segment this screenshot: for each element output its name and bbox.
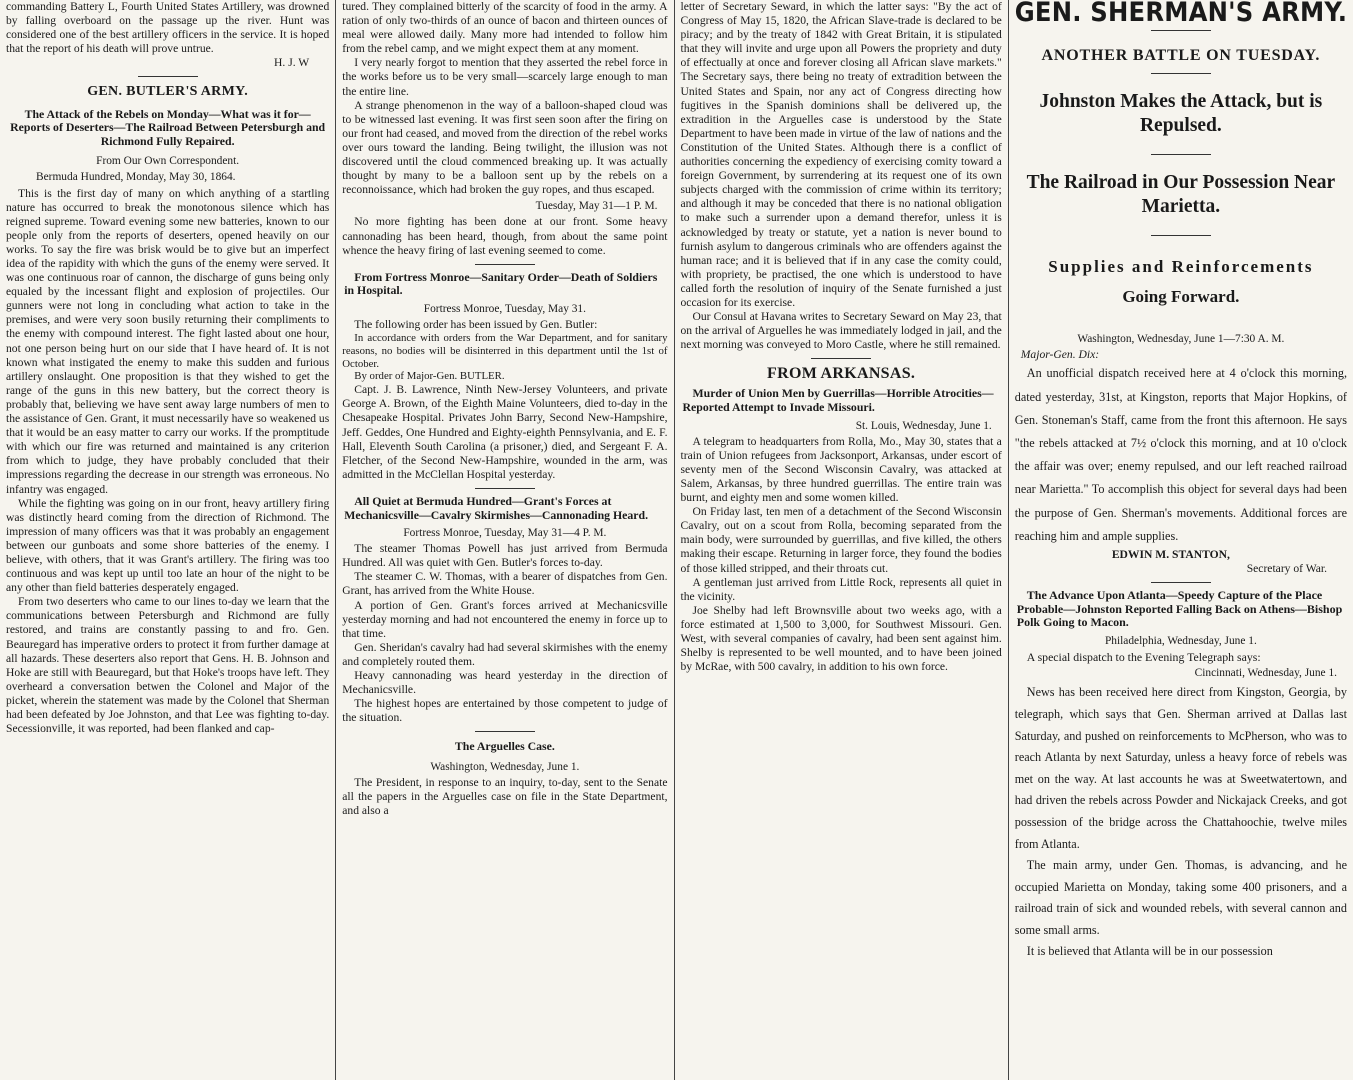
divider — [1151, 30, 1211, 31]
subhead-all-quiet: All Quiet at Bermuda Hundred—Grant's Forces at Mechanicsville—Cavalry Skirmishes—Cannonading Heard. — [344, 493, 649, 522]
headline-sherman: GEN. SHERMAN'S ARMY. — [1014, 0, 1348, 28]
salutation: Major-Gen. Dix: — [1020, 348, 1100, 362]
paragraph: From two deserters who came to our lines to-day we learn that the communications between Petersburgh and Richmond are fully restored, and trains are constantly passing to and fro. Gen. Beauregard has imperative orders to protect it from further damage at all hazards. These deserters also report that Gens. H. B. Johnson and Hoke are still with Beauregard, but that Hoke's troops have left. They overheard a conversation betwen the Colonel and Major of the picket, wherein the statement was made by the Colonel that Sherman had been defeated by Joe Johnston, and that Lee was fighting to-day. Secessionville, it was reported, had been flanked and cap- — [6, 595, 330, 736]
dateline-st-louis: St. Louis, Wednesday, June 1. — [855, 419, 992, 432]
dateline-tuesday: Tuesday, May 31—1 P. M. — [535, 200, 658, 213]
paragraph: A telegram to headquarters from Rolla, Mo., May 30, states that a train of Union refugees from Jacksonport, Arkansas, under escort of seventy men of the Second Wisconsin Cavalry, was attacked at Salem, Arkansas, by three hundred guerrillas. The entire train was burnt, and eighty men and some women killed. — [680, 434, 1002, 505]
column-2 — [336, 0, 673, 1080]
paragraph: Joe Shelby had left Brownsville about two weeks ago, with a force estimated at 1,500 to 3,000, for Southwest Missouri. Gen. West, with several companies of cavalry, had been sent against him. Shelby is represented to be well mounted, and to have been joined by McRae, with 500 cavalry, in addition to his own force. — [680, 603, 1002, 674]
paragraph: A portion of Gen. Grant's forces arrived at Mechanicsville yesterday morning and had not encountered the enemy in force up to that time. — [342, 598, 668, 640]
dateline-washington: Washington, Wednesday, June 1. — [430, 761, 580, 773]
divider — [138, 76, 198, 77]
paragraph: It is believed that Atlanta will be in our possession — [1026, 944, 1273, 959]
headline-arkansas: FROM ARKANSAS. — [767, 365, 916, 383]
divider — [811, 358, 871, 359]
column-3 — [675, 0, 1008, 1080]
paragraph: Heavy cannonading was heard yesterday in the direction of Mechanicsville. — [342, 669, 668, 697]
paragraph: A gentleman just arrived from Little Rock, represents all quiet in the vicinity. — [680, 575, 1002, 603]
divider — [475, 264, 535, 265]
paragraph: No more fighting has been done at our front. Some heavy cannonading has been heard, though, from about the same point whence the heavy firing of last evening seemed to come. — [342, 215, 668, 257]
subhead-fortress-monroe: From Fortress Monroe—Sanitary Order—Death of Soldiers in Hospital. — [344, 269, 658, 298]
lead-signature: H. J. W — [274, 56, 310, 70]
dateline-bermuda: Bermuda Hundred, Monday, May 30, 1864. — [36, 171, 236, 184]
divider — [475, 488, 535, 489]
divider — [1151, 73, 1211, 74]
paragraph: Gen. Sheridan's cavalry had had several skirmishes with the enemy and completely routed them. — [342, 640, 668, 668]
dateline-washington-sherman: Washington, Wednesday, June 1—7:30 A. M. — [1077, 333, 1285, 346]
dateline-fortress: Fortress Monroe, Tuesday, May 31. — [423, 302, 586, 315]
paragraph: The following order has been issued by Gen. Butler: — [354, 317, 598, 331]
order-signature: By order of Major-Gen. BUTLER. — [354, 370, 505, 383]
subhead-arkansas: Murder of Union Men by Guerrillas—Horrible Atrocities—Reported Attempt to Invade Missouri. — [682, 386, 994, 415]
paragraph: Capt. J. B. Lawrence, Ninth New-Jersey Volunteers, and private George A. Brown, of the Eighth Maine Volunteers, died to-day in the Chesapeake Hospital. Privates John Barry, Second New-Hampshire, Jeff. Geddes, One Hundred and Eighty-eighth Pennsylvania, and E. F. Hall, Eleventh South Carolina (a prisoner,) died, and Sergeant F. A. Fletcher, of the Second New-Hampshire, wounded in the arm, was admitted in the McClellan Hospital yesterday. — [342, 383, 668, 481]
divider — [1151, 235, 1211, 236]
dateline-philadelphia: Philadelphia, Wednesday, June 1. — [1104, 634, 1257, 647]
headline-supplies-line2: Going Forward. — [1122, 287, 1240, 307]
subhead-atlanta: The Advance Upon Atlanta—Speedy Capture of the Place Probable—Johnston Reported Falling Back on Athens—Bishop Polk Going to Macon. — [1016, 588, 1343, 630]
column-4 — [1009, 0, 1353, 1080]
paragraph: tured. They complained bitterly of the scarcity of food in the army. A ration of only two-thirds of an ounce of bacon and thirteen ounces of meal were allowed daily. Many more had intended to follow him from the rebel camp, and we might expect them at any moment. — [342, 0, 668, 56]
correspondent-line: From Our Own Correspondent. — [96, 155, 240, 168]
lead-fragment: commanding Battery L, Fourth United States Artillery, was drowned by falling overboard on the passage up the river. Hunt was considered one of the best artillery officers in the service. It is hoped that the report of his death will prove untrue. — [6, 0, 330, 56]
subhead-butler: The Attack of the Rebels on Monday—What was it for—Reports of Deserters—The Railroad Between Petersburgh and Richmond Fully Repaired. — [10, 106, 326, 148]
paragraph: The main army, under Gen. Thomas, is advancing, and he occupied Marietta on Monday, taking some 400 prisoners, and a railroad train of sick and wounded rebels, with several cannon and some small arms. — [1014, 858, 1347, 937]
headline-supplies — [1019, 252, 1343, 312]
headline-supplies-line1: Supplies and Reinforcements — [1048, 257, 1314, 277]
headline-another-battle: ANOTHER BATTLE ON TUESDAY. — [1041, 47, 1321, 65]
headline-railroad: The Railroad in Our Possession Near Marietta. — [1026, 172, 1336, 218]
paragraph: While the fighting was going on in our front, heavy artillery firing was distinctly heard coming from the direction of Richmond. The impression of many officers was that it was probably an engagement between our gunboats and some shore batteries of the enemy. I believe, with others, that it was Grant's artillery. The firing was too continuous and was kept up until too late an hour of the night to be any other than field batteries desperately engaged. — [6, 496, 330, 595]
paragraph: I very nearly forgot to mention that they asserted the rebel force in the works before us to be very small—scarcely large enough to man the entire line. — [342, 56, 668, 98]
dateline-cincinnati: Cincinnati, Wednesday, June 1. — [1194, 667, 1337, 680]
dateline-fortress-2: Fortress Monroe, Tuesday, May 31—4 P. M. — [403, 527, 607, 540]
paragraph: News has been received here direct from Kingston, Georgia, by telegraph, which says that Gen. Sherman arrived at Dallas last Saturday, and pushed on reinforcements to McPherson, who was to reach Atlanta by next Saturday, unless a heavy force of rebels was met on the way. At last accounts he was at Sweetwatertown, and had driven the rebels across Powder and Nickajack Creeks, and got possession of the bridge across the Chattahoochie, twelve miles from Atlanta. — [1014, 685, 1347, 851]
signature-title: Secretary of War. — [1246, 562, 1327, 576]
divider — [475, 731, 535, 732]
paragraph: The steamer C. W. Thomas, with a bearer of dispatches from Gen. Grant, has arrived from the White House. — [342, 570, 668, 598]
headline-butler: GEN. BUTLER'S ARMY. — [87, 84, 249, 100]
paragraph: An unofficial dispatch received here at 4 o'clock this morning, dated yesterday, 31st, at Kingston, reports that Major Hopkins, of Gen. Stoneman's Staff, came from the front this afternoon. He says "the rebels attacked at 7½ o'clock this morning, and at 10 o'clock the affair was over; enemy repulsed, and our left reached railroad near Marietta." To accomplish this object for several days had been the purpose of Gen. Sherman's movements. Additional forces are reaching him and ample supplies. — [1014, 366, 1347, 543]
paragraph: On Friday last, ten men of a detachment of the Second Wisconsin Cavalry, out on a scout from Rolla, becoming separated from the main body, were surrounded by guerrillas, and five killed, the others making their escape. Returning in larger force, they found the bodies of those killed stripped, and their throats cut. — [680, 505, 1002, 575]
paragraph: A strange phenomenon in the way of a balloon-shaped cloud was to be witnessed last evening. It was first seen soon after the firing on our front had ceased, and moved from the direction of the rebel works over ours toward the landing. Being twilight, the illusion was not discovered until the cloud commenced breaking up. It was actually thought by many to be a balloon sent up by the rebels on a reconnoissance, which had broken the guy ropes, and thus escaped. — [342, 98, 668, 197]
paragraph: The President, in response to an inquiry, to-day, sent to the Senate all the papers in the Arguelles case on file in the State Department, and also a — [342, 776, 668, 818]
paragraph: A special dispatch to the Evening Telegraph says: — [1026, 650, 1261, 665]
order-text: In accordance with orders from the War Department, and for sanitary reasons, no bodies will be disinterred in this department until the 1st of October. — [342, 332, 668, 370]
paragraph: Our Consul at Havana writes to Secretary Seward on May 23, that on the arrival of Arguelles he was immediately lodged in jail, and the next morning was conveyed to Moro Castle, where he still remained. — [680, 310, 1002, 352]
headline-johnston: Johnston Makes the Attack, but is Repulsed. — [1039, 91, 1323, 137]
paragraph: This is the first day of many on which anything of a startling nature has occurred to break the monotonous silence which has reigned supreme. Toward evening some new batteries, known to our people only from the reports of deserters, opened heavily on our works. To say the fire was brisk would be to give but an imperfect idea of the rapidity with which the guns of the enemy were served. It was one continuous roar of cannon, the discharge of guns being only equaled by the incessant flight and explosion of projectiles. Our gunners were not long in concluding what action to take in the premises, and were very soon busily returning their compliments to the enemy with compound interest. The fight lasted about one hour, not one person being hurt on our side that I have heard of. It is not known what instigated the enemy to make this sudden and furious artillery onslaught. One proposition is that they wished to get the range of the guns in this new battery, but the correct theory is probably that, believing we have sent away large numbers of men to the assistance of Gen. Grant, it must necessarily have so weakened us that it would be an easy matter to carry our works. If the promptitude with which our fire was returned and maintained is any criterion from which to judge, they have probably concluded that their impressions regarding the decrease in our strength was erroneous. No infantry was engaged. — [6, 186, 330, 496]
divider — [1151, 154, 1211, 155]
divider — [1151, 582, 1211, 583]
column-1 — [0, 0, 335, 1080]
subhead-arguelles: The Arguelles Case. — [454, 739, 555, 754]
paragraph: The steamer Thomas Powell has just arrived from Bermuda Hundred. All was quiet with Gen. Butler's forces to-day. — [342, 542, 668, 570]
paragraph: letter of Secretary Seward, in which the latter says: "By the act of Congress of May 15, 1820, the African Slave-trade is declared to be piracy; and by the treaty of 1842 with Great Britain, it is stipulated that they will invite and urge upon all Powers the propriety and duty of effectually at once and forever closing all African slave markets." The Secretary says, there being no treaty of extradition between the United States and Spain, nor any act of Congress directing how fugitives in the Spanish dominions shall be delivered up, the extradition in the Arguelles case is understood by the State Department to have been made in virtue of the law of nations and the Constitution of the United States. Although there is a conflict of authorities concerning the expediency of exercising comity toward a foreign Government, by surrendering at its request one of its own subjects charged with the commission of crime within its territory; and although it may be conceded that there is no national obligation to make such a surrender upon a demand therefor, unless it is acknowledged by treaty or statute, yet a nation is never bound to furnish asylum to dangerous criminals who are offenders against the human race; and it is believed that if in any case the comity could, with propriety, be practised, the one which is understood to have called forth the resolution of inquiry of the Senate furnished a just occasion for its exercise. — [680, 0, 1002, 309]
paragraph: The highest hopes are entertained by those competent to judge of the situation. — [342, 697, 668, 725]
signature-name: EDWIN M. STANTON, — [1111, 548, 1230, 561]
